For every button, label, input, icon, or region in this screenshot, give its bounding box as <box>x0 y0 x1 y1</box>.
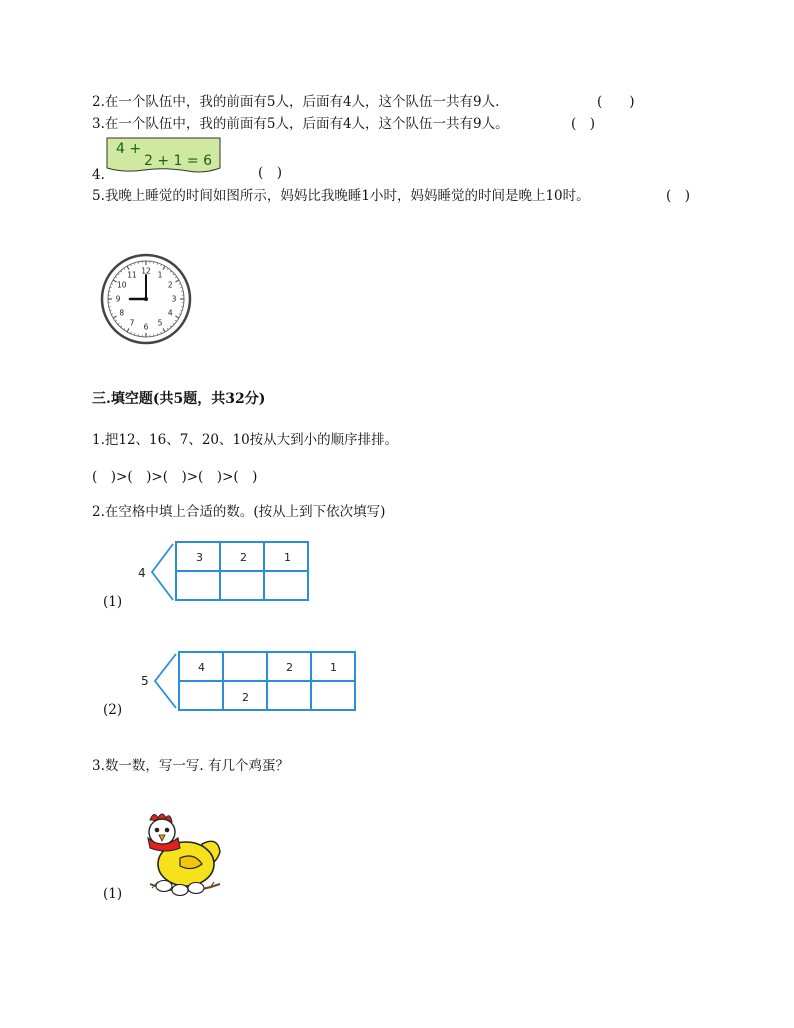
diagram-2-branch <box>155 654 176 708</box>
equation-banner <box>104 136 226 176</box>
part-1-label: (1) <box>103 594 123 610</box>
question-3-text: 3.在一个队伍中，我的前面有5人，后面有4人，这个队伍一共有9人。 <box>92 116 509 132</box>
question-5-answer-paren[interactable]: ( ) <box>666 188 691 204</box>
diagram-1-top-cell-1: 3 <box>196 551 203 564</box>
clock-center-pin <box>144 297 148 301</box>
fill-question-1-text: 1.把12、16、7、20、10按从大到小的顺序排排。 <box>92 432 399 448</box>
clock-number: 7 <box>129 318 135 328</box>
question-3-answer-paren[interactable]: ( ) <box>571 116 596 132</box>
clock-number: 8 <box>119 308 125 318</box>
egg-3 <box>188 883 204 894</box>
banner-left-text: 4 + <box>116 141 142 157</box>
diagram-2-top-cell-4: 1 <box>330 661 337 674</box>
diagram-2-total: 5 <box>141 674 149 688</box>
diagram-2-bottom-cell-2: 2 <box>242 691 249 704</box>
question-2-text: 2.在一个队伍中，我的前面有5人，后面有4人，这个队伍一共有9人. <box>92 94 500 110</box>
part-2-label: (2) <box>103 702 123 718</box>
section-3-title: 三.填空题(共5题，共32分) <box>92 391 266 407</box>
egg-2 <box>172 885 188 896</box>
clock-number: 4 <box>167 308 173 318</box>
clock-number: 12 <box>141 266 151 276</box>
clock-number: 2 <box>167 280 173 290</box>
clock-number: 11 <box>127 270 137 280</box>
fill-question-1-answer-row[interactable]: ( )>( )>( )>( )>( ) <box>92 469 258 485</box>
diagram-2-top-cell-3: 2 <box>286 661 293 674</box>
fill-question-3-text: 3.数一数，写一写. 有几个鸡蛋？ <box>92 758 289 774</box>
diagram-1-branch <box>152 544 173 600</box>
hen-right-eye <box>165 828 170 833</box>
question-4-number: 4. <box>92 167 105 183</box>
banner-right-text: 2 + 1 = 6 <box>144 153 212 169</box>
clock-number: 10 <box>116 280 127 290</box>
diagram-2-top-cell-1: 4 <box>198 661 205 674</box>
clock-figure <box>100 253 192 345</box>
clock-number: 3 <box>171 294 177 304</box>
decomposition-diagram-2 <box>136 650 360 714</box>
question-2-answer-paren[interactable]: ( ) <box>597 94 635 110</box>
hen-with-eggs-image <box>136 808 224 900</box>
fill-question-3-part-1-label: (1) <box>103 886 123 902</box>
diagram-1-top-cell-3: 1 <box>284 551 291 564</box>
clock-number: 6 <box>143 322 149 332</box>
fill-question-2-text: 2.在空格中填上合适的数。(按从上到下依次填写) <box>92 504 386 520</box>
question-5-text: 5.我晚上睡觉的时间如图所示，妈妈比我晚睡1小时，妈妈睡觉的时间是晚上10时。 <box>92 188 590 204</box>
question-4-answer-paren[interactable]: ( ) <box>258 165 283 181</box>
clock-number: 9 <box>115 294 121 304</box>
clock-number: 5 <box>157 318 163 328</box>
diagram-1-top-cell-2: 2 <box>240 551 247 564</box>
hen-left-eye <box>155 828 160 833</box>
decomposition-diagram-1 <box>136 540 312 604</box>
clock-number: 1 <box>157 270 163 280</box>
diagram-1-total: 4 <box>138 566 146 580</box>
egg-1 <box>156 881 172 892</box>
